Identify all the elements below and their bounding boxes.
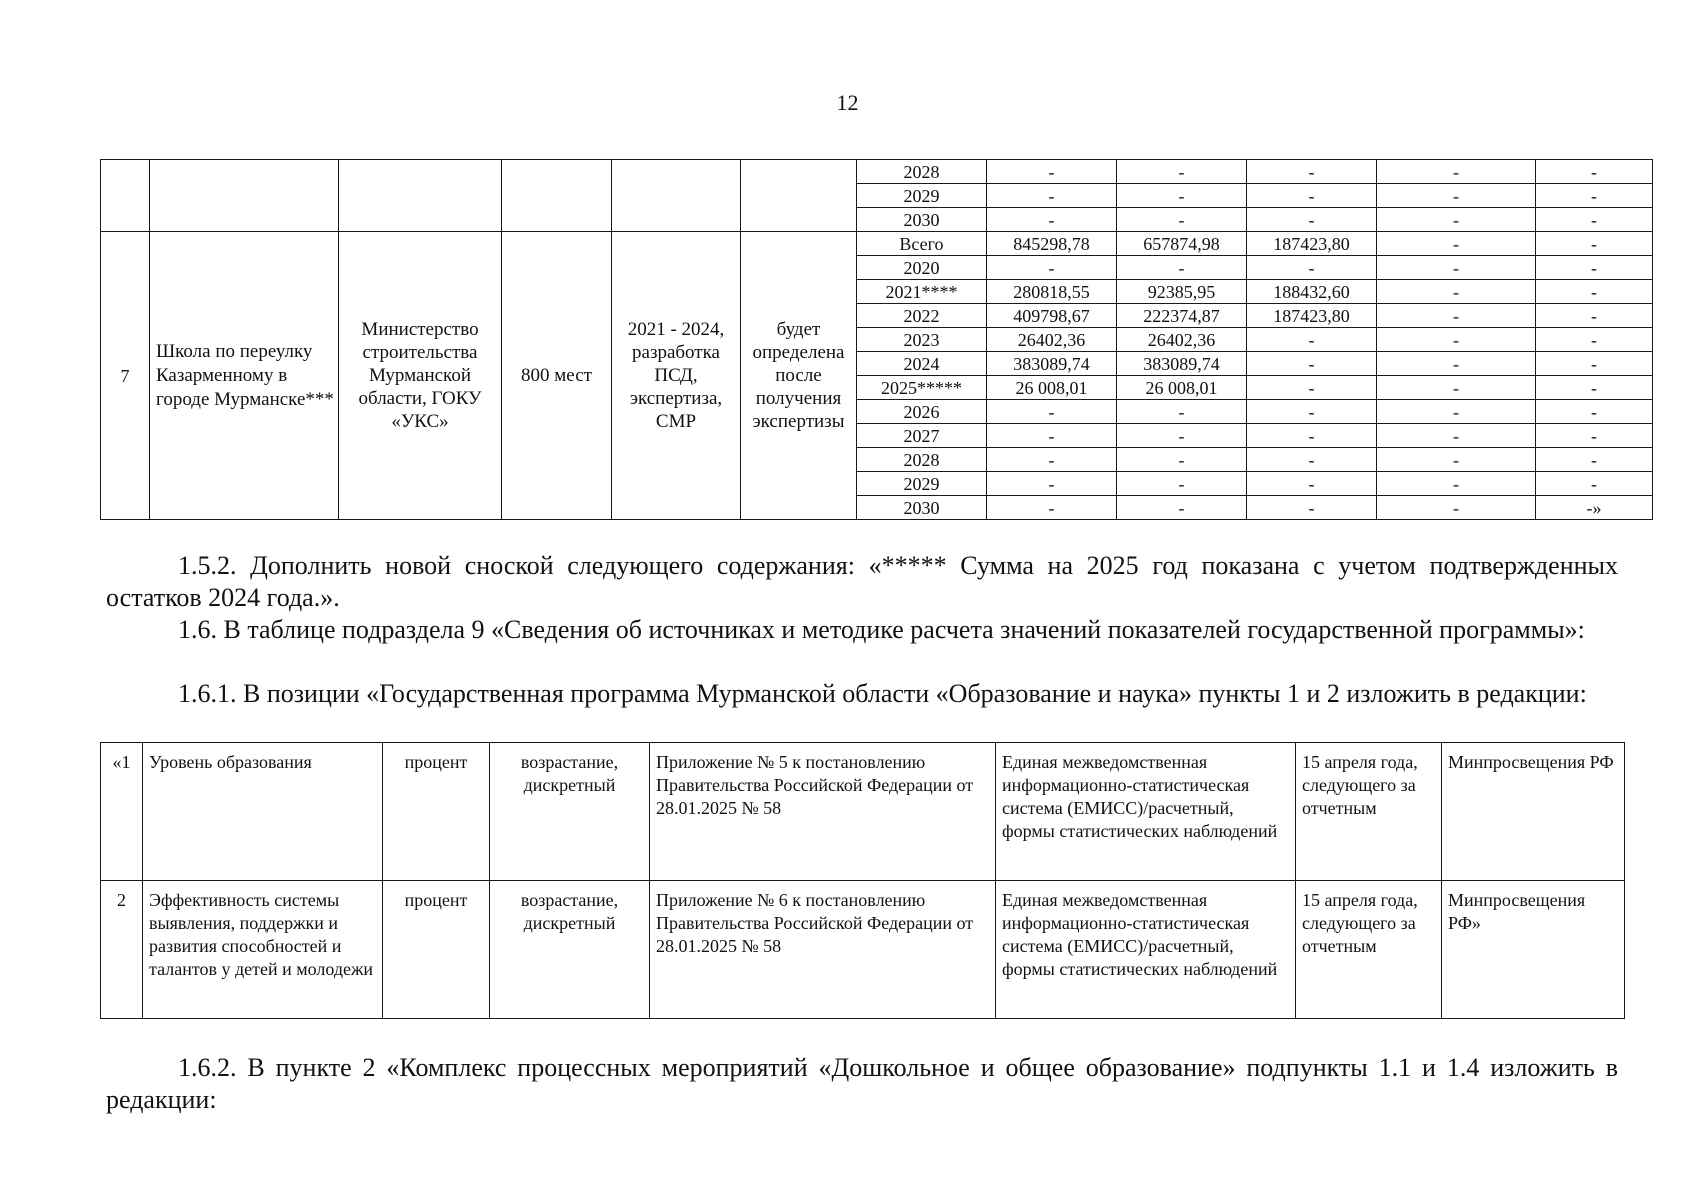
value-cell: - [1117, 184, 1247, 208]
value-cell: 187423,80 [1247, 232, 1377, 256]
indicator-number: «1 [101, 743, 143, 881]
unit-of-measure: процент [383, 743, 490, 881]
item-number: 7 [101, 232, 150, 520]
value-cell: - [1377, 280, 1536, 304]
continuation-cell [101, 160, 150, 232]
value-cell: - [987, 184, 1117, 208]
value-cell: - [1247, 448, 1377, 472]
value-cell: - [1536, 208, 1653, 232]
value-cell: - [1117, 496, 1247, 520]
value-cell: - [1377, 208, 1536, 232]
value-cell: - [1117, 472, 1247, 496]
value-cell: - [1536, 376, 1653, 400]
value-cell: - [1117, 448, 1247, 472]
responsible-authority: Минпросвещения РФ [1442, 743, 1625, 881]
value-cell: - [1377, 472, 1536, 496]
year-cell: 2020 [857, 256, 987, 280]
value-cell: 280818,55 [987, 280, 1117, 304]
indicator-type: возрастание, дискретный [490, 881, 650, 1019]
year-cell: Всего [857, 232, 987, 256]
year-cell: 2024 [857, 352, 987, 376]
object-name: Школа по переулку Казарменному в городе Мурманске*** [150, 232, 339, 520]
value-cell: - [1247, 424, 1377, 448]
value-cell: 845298,78 [987, 232, 1117, 256]
value-cell: 383089,74 [987, 352, 1117, 376]
value-cell: 26 008,01 [987, 376, 1117, 400]
work-period: 2021 - 2024, разработка ПСД, экспертиза, СМР [612, 232, 741, 520]
year-cell: 2030 [857, 496, 987, 520]
value-cell: - [1536, 352, 1653, 376]
unit-of-measure: процент [383, 881, 490, 1019]
paragraph-1-6-2: 1.6.2. В пункте 2 «Комплекс процессных мероприятий «Дошкольное и общее образование» подпункты 1.1 и 1.4 изложить в редакции: [106, 1053, 1618, 1114]
value-cell: - [1536, 232, 1653, 256]
value-cell: - [1536, 424, 1653, 448]
year-cell: 2025***** [857, 376, 987, 400]
year-cell: 2023 [857, 328, 987, 352]
value-cell: - [987, 160, 1117, 184]
value-cell: - [1536, 160, 1653, 184]
year-cell: 2029 [857, 472, 987, 496]
value-cell: - [1377, 232, 1536, 256]
value-cell: - [1377, 184, 1536, 208]
value-cell: 222374,87 [1117, 304, 1247, 328]
value-cell: - [1117, 208, 1247, 232]
estimated-cost: будет определена после получения экспертизы [741, 232, 857, 520]
reporting-deadline: 15 апреля года, следующего за отчетным [1296, 881, 1442, 1019]
indicators-table [100, 742, 1625, 1019]
value-cell: - [987, 448, 1117, 472]
year-cell: 2026 [857, 400, 987, 424]
value-cell: - [1247, 496, 1377, 520]
continuation-cell [741, 160, 857, 232]
value-cell: 409798,67 [987, 304, 1117, 328]
capacity: 800 мест [502, 232, 612, 520]
indicator-type: возрастание, дискретный [490, 743, 650, 881]
value-cell: - [1247, 472, 1377, 496]
value-cell: - [1536, 328, 1653, 352]
value-cell: - [1247, 256, 1377, 280]
value-cell: - [1377, 256, 1536, 280]
value-cell: - [1247, 184, 1377, 208]
paragraph-1-6-1: 1.6.1. В позиции «Государственная программа Мурманской области «Образование и наука» пункты 1 и 2 изложить в редакции: [178, 679, 1587, 708]
value-cell: 383089,74 [1117, 352, 1247, 376]
value-cell: - [1377, 160, 1536, 184]
value-cell: - [1536, 448, 1653, 472]
value-cell: - [1536, 184, 1653, 208]
table-row [101, 160, 1653, 184]
value-cell: - [1536, 280, 1653, 304]
value-cell: - [987, 424, 1117, 448]
continuation-cell [502, 160, 612, 232]
value-cell: - [987, 472, 1117, 496]
value-cell: - [1247, 352, 1377, 376]
value-cell: - [1247, 400, 1377, 424]
value-cell: - [1117, 160, 1247, 184]
value-cell: - [1377, 400, 1536, 424]
value-cell: - [1247, 376, 1377, 400]
value-cell: - [1536, 256, 1653, 280]
data-source: Единая межведомственная информационно-статистическая система (ЕМИСС)/расчетный, формы статистических наблюдений [996, 743, 1296, 881]
responsible-authority: Минпросвещения РФ» [1442, 881, 1625, 1019]
year-cell: 2029 [857, 184, 987, 208]
reporting-deadline: 15 апреля года, следующего за отчетным [1296, 743, 1442, 881]
year-cell: 2022 [857, 304, 987, 328]
data-source: Единая межведомственная информационно-статистическая система (ЕМИСС)/расчетный, формы статистических наблюдений [996, 881, 1296, 1019]
value-cell: - [1117, 400, 1247, 424]
value-cell: - [1377, 424, 1536, 448]
value-cell: - [1377, 448, 1536, 472]
year-cell: 2030 [857, 208, 987, 232]
value-cell: 187423,80 [1247, 304, 1377, 328]
indicator-number: 2 [101, 881, 143, 1019]
table-row [101, 743, 1625, 881]
year-cell: 2028 [857, 448, 987, 472]
year-cell: 2028 [857, 160, 987, 184]
calculation-method: Приложение № 5 к постановлению Правительства Российской Федерации от 28.01.2025 № 58 [650, 743, 996, 881]
responsible-body: Министерство строительства Мурманской области, ГОКУ «УКС» [339, 232, 502, 520]
page-number: 12 [836, 90, 859, 115]
value-cell: 26 008,01 [1117, 376, 1247, 400]
table-row [101, 232, 1653, 256]
value-cell: -» [1536, 496, 1653, 520]
value-cell: - [1377, 328, 1536, 352]
indicator-name: Эффективность системы выявления, поддержки и развития способностей и талантов у детей и молодежи [143, 881, 383, 1019]
value-cell: 26402,36 [1117, 328, 1247, 352]
value-cell: - [987, 400, 1117, 424]
year-cell: 2027 [857, 424, 987, 448]
value-cell: - [1247, 160, 1377, 184]
table-row [101, 881, 1625, 1019]
value-cell: 26402,36 [987, 328, 1117, 352]
value-cell: 188432,60 [1247, 280, 1377, 304]
value-cell: - [1247, 208, 1377, 232]
value-cell: - [1247, 328, 1377, 352]
value-cell: - [1536, 472, 1653, 496]
value-cell: - [1117, 424, 1247, 448]
value-cell: 92385,95 [1117, 280, 1247, 304]
continuation-cell [339, 160, 502, 232]
paragraph-1-5-2: 1.5.2. Дополнить новой сноской следующего содержания: «***** Сумма на 2025 год показана с учетом подтвержденных остатков 2024 года.». [106, 551, 1618, 612]
financing-table [100, 159, 1653, 520]
value-cell: - [987, 256, 1117, 280]
value-cell: - [1117, 256, 1247, 280]
value-cell: - [1377, 496, 1536, 520]
value-cell: - [1536, 400, 1653, 424]
continuation-cell [612, 160, 741, 232]
value-cell: - [1377, 352, 1536, 376]
value-cell: - [987, 208, 1117, 232]
calculation-method: Приложение № 6 к постановлению Правительства Российской Федерации от 28.01.2025 № 58 [650, 881, 996, 1019]
indicator-name: Уровень образования [143, 743, 383, 881]
value-cell: - [1536, 304, 1653, 328]
value-cell: - [1377, 376, 1536, 400]
paragraph-1-6: 1.6. В таблице подраздела 9 «Сведения об источниках и методике расчета значений показателей государственной программы»: [178, 615, 1585, 644]
value-cell: - [987, 496, 1117, 520]
value-cell: 657874,98 [1117, 232, 1247, 256]
year-cell: 2021**** [857, 280, 987, 304]
continuation-cell [150, 160, 339, 232]
value-cell: - [1377, 304, 1536, 328]
